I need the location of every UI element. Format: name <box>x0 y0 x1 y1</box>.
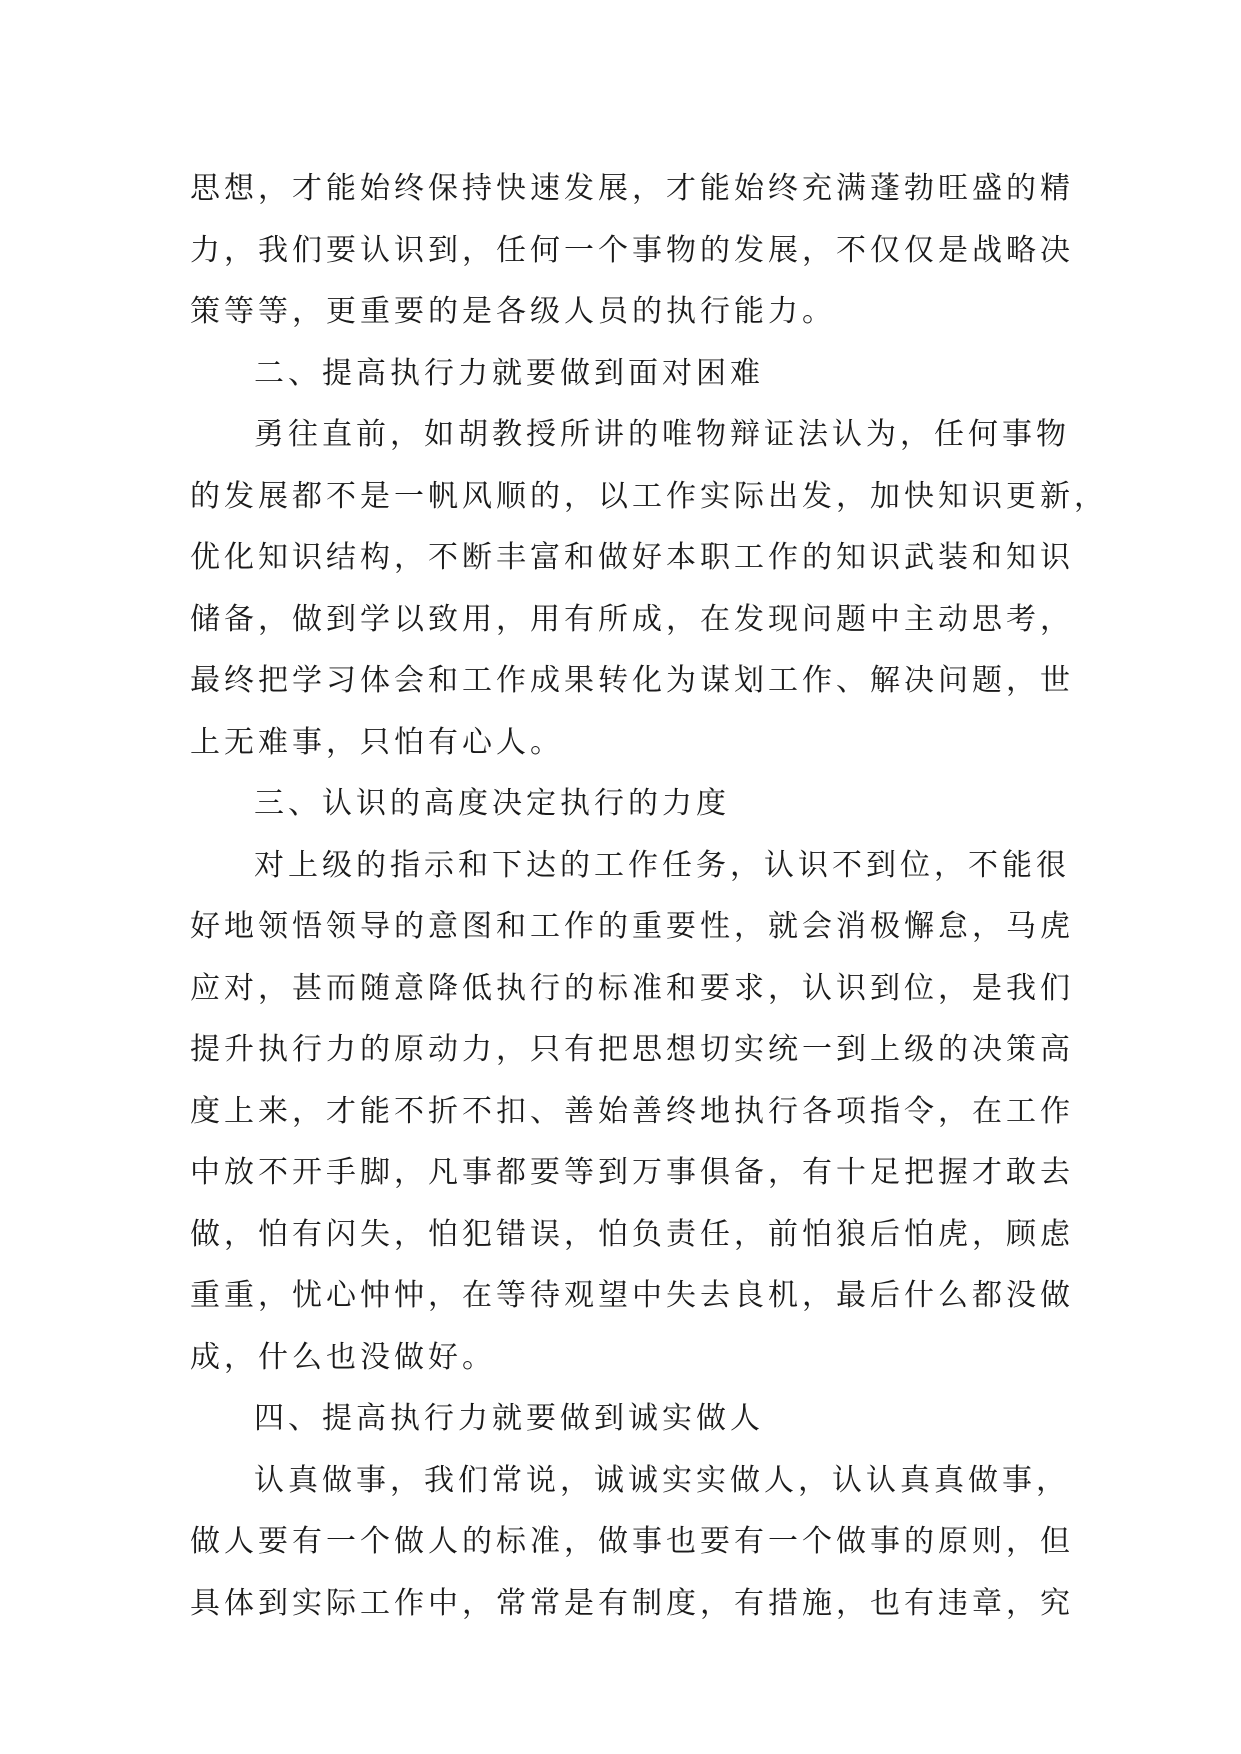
paragraph-line: 做，怕有闪失，怕犯错误，怕负责任，前怕狼后怕虎，顾虑 <box>190 1216 1074 1252</box>
paragraph-line: 最终把学习体会和工作成果转化为谋划工作、解决问题，世 <box>190 663 1074 698</box>
paragraph-line: 储备，做到学以致用，用有所成，在发现问题中主动思考， <box>190 601 1074 637</box>
paragraph-line: 认真做事，我们常说，诚诚实实做人，认认真真做事， <box>254 1462 1070 1498</box>
paragraph-line: 上无难事，只怕有心人。 <box>190 724 564 760</box>
section-heading: 二、提高执行力就要做到面对困难 <box>254 355 764 391</box>
paragraph-line: 策等等，更重要的是各级人员的执行能力。 <box>190 294 836 329</box>
paragraph-line: 对上级的指示和下达的工作任务，认识不到位，不能很 <box>254 847 1070 883</box>
paragraph-line: 中放不开手脚，凡事都要等到万事俱备，有十足把握才敢去 <box>190 1155 1074 1190</box>
paragraph-line: 成，什么也没做好。 <box>190 1339 496 1375</box>
paragraph-line: 思想，才能始终保持快速发展，才能始终充满蓬勃旺盛的精 <box>190 171 1074 206</box>
paragraph-line: 重重，忧心忡忡，在等待观望中失去良机，最后什么都没做 <box>190 1278 1074 1313</box>
paragraph-line: 的发展都不是一帆风顺的，以工作实际出发，加快知识更新， <box>190 478 1108 514</box>
section-heading: 三、认识的高度决定执行的力度 <box>254 786 730 821</box>
paragraph-line: 提升执行力的原动力，只有把思想切实统一到上级的决策高 <box>190 1032 1074 1067</box>
paragraph-line: 好地领悟领导的意图和工作的重要性，就会消极懈怠，马虎 <box>190 909 1074 944</box>
section-heading: 四、提高执行力就要做到诚实做人 <box>254 1401 764 1436</box>
paragraph-line: 具体到实际工作中，常常是有制度，有措施，也有违章，究 <box>190 1585 1074 1621</box>
document-body <box>190 158 1108 1634</box>
paragraph-line: 应对，甚而随意降低执行的标准和要求，认识到位，是我们 <box>190 970 1074 1006</box>
paragraph-line: 度上来，才能不折不扣、善始善终地执行各项指令，在工作 <box>190 1093 1074 1129</box>
paragraph-line: 优化知识结构，不断丰富和做好本职工作的知识武装和知识 <box>190 540 1074 575</box>
paragraph-line: 力，我们要认识到，任何一个事物的发展，不仅仅是战略决 <box>190 232 1074 268</box>
paragraph-line: 勇往直前，如胡教授所讲的唯物辩证法认为，任何事物 <box>254 417 1070 452</box>
paragraph-line: 做人要有一个做人的标准，做事也要有一个做事的原则，但 <box>190 1524 1074 1559</box>
